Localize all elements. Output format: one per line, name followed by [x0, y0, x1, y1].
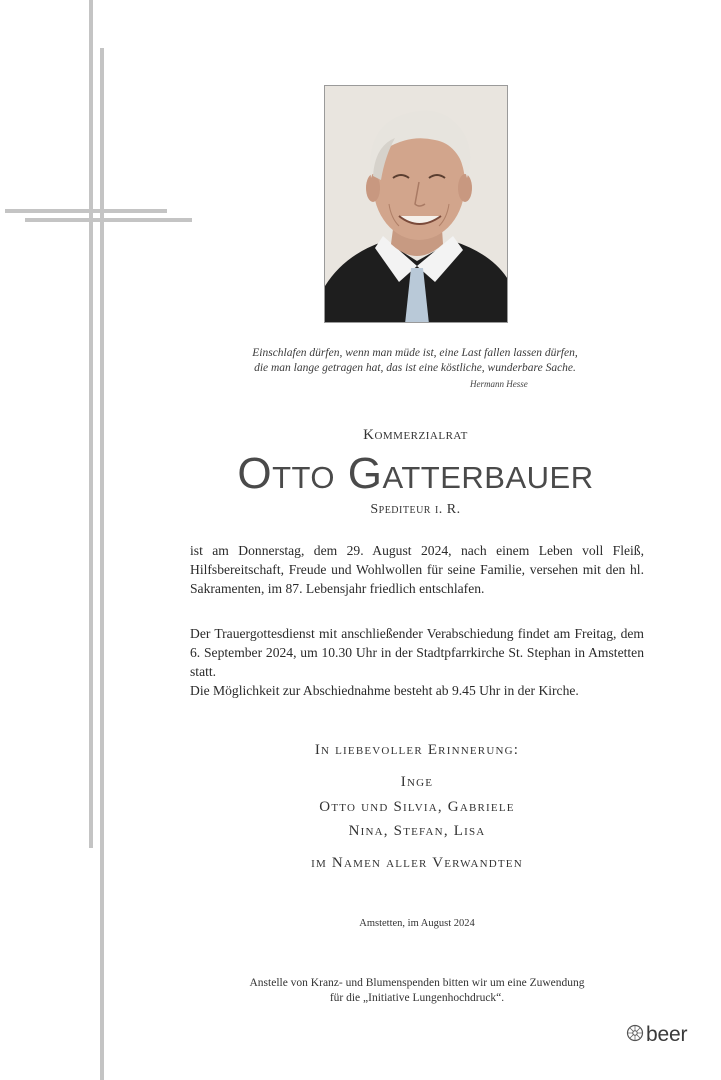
- flower-icon: [626, 1024, 644, 1047]
- beer-logo: [626, 1023, 687, 1047]
- mourner-line-3: Nina, Stefan, Lisa: [348, 823, 486, 839]
- cross-horizontal-bottom: [25, 218, 192, 222]
- donation-note-line-2: für die „Initiative Lungenhochdruck“.: [329, 992, 505, 1004]
- funeral-service-info: Der Trauergottesdienst mit anschließender Verabschiedung findet am Freitag, dem 6. September 2024, um 10.30 Uhr in der Stadtpfarrkirche St. Stephan in Amstetten statt.: [190, 626, 644, 679]
- mourner-line-1: Inge: [400, 774, 434, 790]
- quote-line-1: Einschlafen dürfen, wenn man müde ist, eine Last fallen lassen dürfen,: [252, 347, 578, 359]
- farewell-info: Die Möglichkeit zur Abschiednahme besteht ab 9.45 Uhr in der Kirche.: [190, 683, 579, 698]
- donation-note: [190, 976, 644, 1006]
- occupation: Spediteur i. R.: [370, 502, 461, 517]
- mourners-heading: In liebevoller Erinnerung:: [314, 742, 520, 758]
- donation-note-line-1: Anstelle von Kranz- und Blumenspenden bitten wir um eine Zuwendung: [249, 977, 585, 989]
- cross-vertical-right: [100, 48, 104, 1080]
- honorary-title: Kommerzialrat: [363, 427, 468, 443]
- deceased-name: Otto Gatterbauer: [237, 449, 594, 498]
- portrait-photo: [324, 85, 508, 323]
- quote-author: Hermann Hesse: [470, 379, 528, 389]
- mourner-line-2: Otto und Silvia, Gabriele: [319, 799, 515, 815]
- quote-line-2: die man lange getragen hat, das ist eine köstliche, wunderbare Sache.: [254, 362, 576, 374]
- cross-vertical-left: [89, 0, 93, 848]
- logo-text: beer: [646, 1023, 688, 1046]
- place-date: Amstetten, im August 2024: [359, 918, 475, 929]
- quote-text: [210, 346, 620, 376]
- cross-horizontal-top: [5, 209, 167, 213]
- death-announcement: ist am Donnerstag, dem 29. August 2024, nach einem Leben voll Fleiß, Hilfsbereitschaft, Freude und Wohlwollen für seine Familie, versehen mit den hl. Sakramenten, im 87. Lebensjahr friedlich entschlafen.: [190, 543, 644, 596]
- mourner-line-4: im Namen aller Verwandten: [311, 855, 523, 871]
